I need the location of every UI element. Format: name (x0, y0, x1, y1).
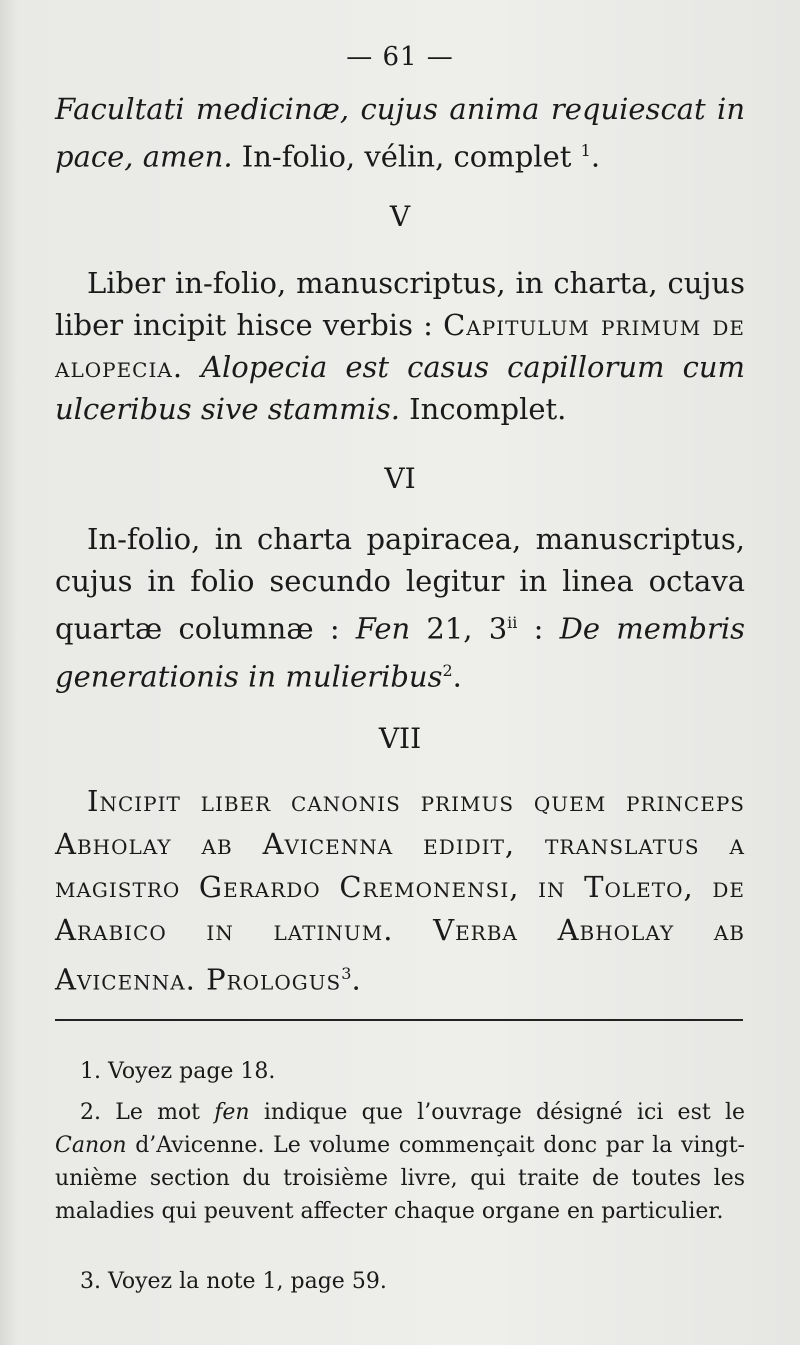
entry-vii (55, 780, 745, 1002)
entry-v-status: Incomplet. (399, 392, 567, 426)
entry-vi-title: De membris generationis in mulieribus (55, 611, 745, 694)
footnote-ref-3: 3 (341, 964, 352, 983)
format-note: In-folio, vélin, complet (232, 139, 581, 174)
entry-vi (55, 518, 745, 697)
footnote-2-end: d’Avicenne. Le volume commençait donc par la vingt-unième section du troisième livre, qui traite de toutes les maladies qui peuvent affecter chaque organe en particulier. (55, 1133, 745, 1224)
entry-iv-ending (55, 88, 745, 178)
footnote-2-mid: indique que l’ouvrage désigné ici est le (249, 1100, 745, 1125)
footnote-2-canon: Canon (55, 1133, 127, 1158)
punctuation: . (351, 962, 361, 997)
entry-v-smallcaps: Capitulum primum de alopecia. (55, 308, 745, 384)
footnote-2-fen: fen (214, 1100, 250, 1125)
dedication-italic: Facultati medicinæ, cujus anima requiescat in pace, amen. (55, 92, 745, 174)
heading-vii: VII (378, 722, 422, 755)
footnote-ref-2: 2 (442, 660, 453, 680)
entry-vi-intro: In-folio, in charta papiracea, manuscriptus, cujus in folio secundo legitur in linea octava quartæ columnæ : (55, 522, 745, 646)
footnote-3: 3. Voyez la note 1, page 59. (80, 1269, 387, 1294)
footnote-2-start: 2. Le mot (80, 1100, 215, 1125)
page-number: — 61 — (346, 42, 454, 72)
entry-vi-sup: ii (507, 613, 518, 632)
entry-v-italic: Alopecia est casus capillorum cum ulceribus sive stammis. (55, 350, 745, 426)
heading-v: V (389, 200, 411, 233)
entry-v (55, 262, 745, 430)
entry-vii-smallcaps: Incipit liber canonis primus quem princeps Abholay ab Avicenna edidit, translatus a magistro Gerardo Cremonensi, in Toleto, de Arabico in latinum. Verba Abholay ab Avicenna. Prologus (55, 784, 745, 997)
heading-vi: VI (384, 462, 416, 495)
entry-vi-fen: Fen (355, 611, 411, 646)
footnote-rule (55, 1019, 743, 1021)
punctuation: . (452, 659, 462, 694)
footnote-1: 1. Voyez page 18. (80, 1059, 276, 1084)
footnote-ref-1: 1 (580, 141, 591, 160)
entry-v-intro: Liber in-folio, manuscriptus, in charta, cujus liber incipit hisce verbis : (55, 266, 745, 342)
entry-vi-number: 21, 3 (410, 611, 508, 646)
punctuation: . (590, 139, 601, 174)
footnote-2 (55, 1096, 745, 1228)
entry-vi-colon: : (517, 611, 560, 646)
